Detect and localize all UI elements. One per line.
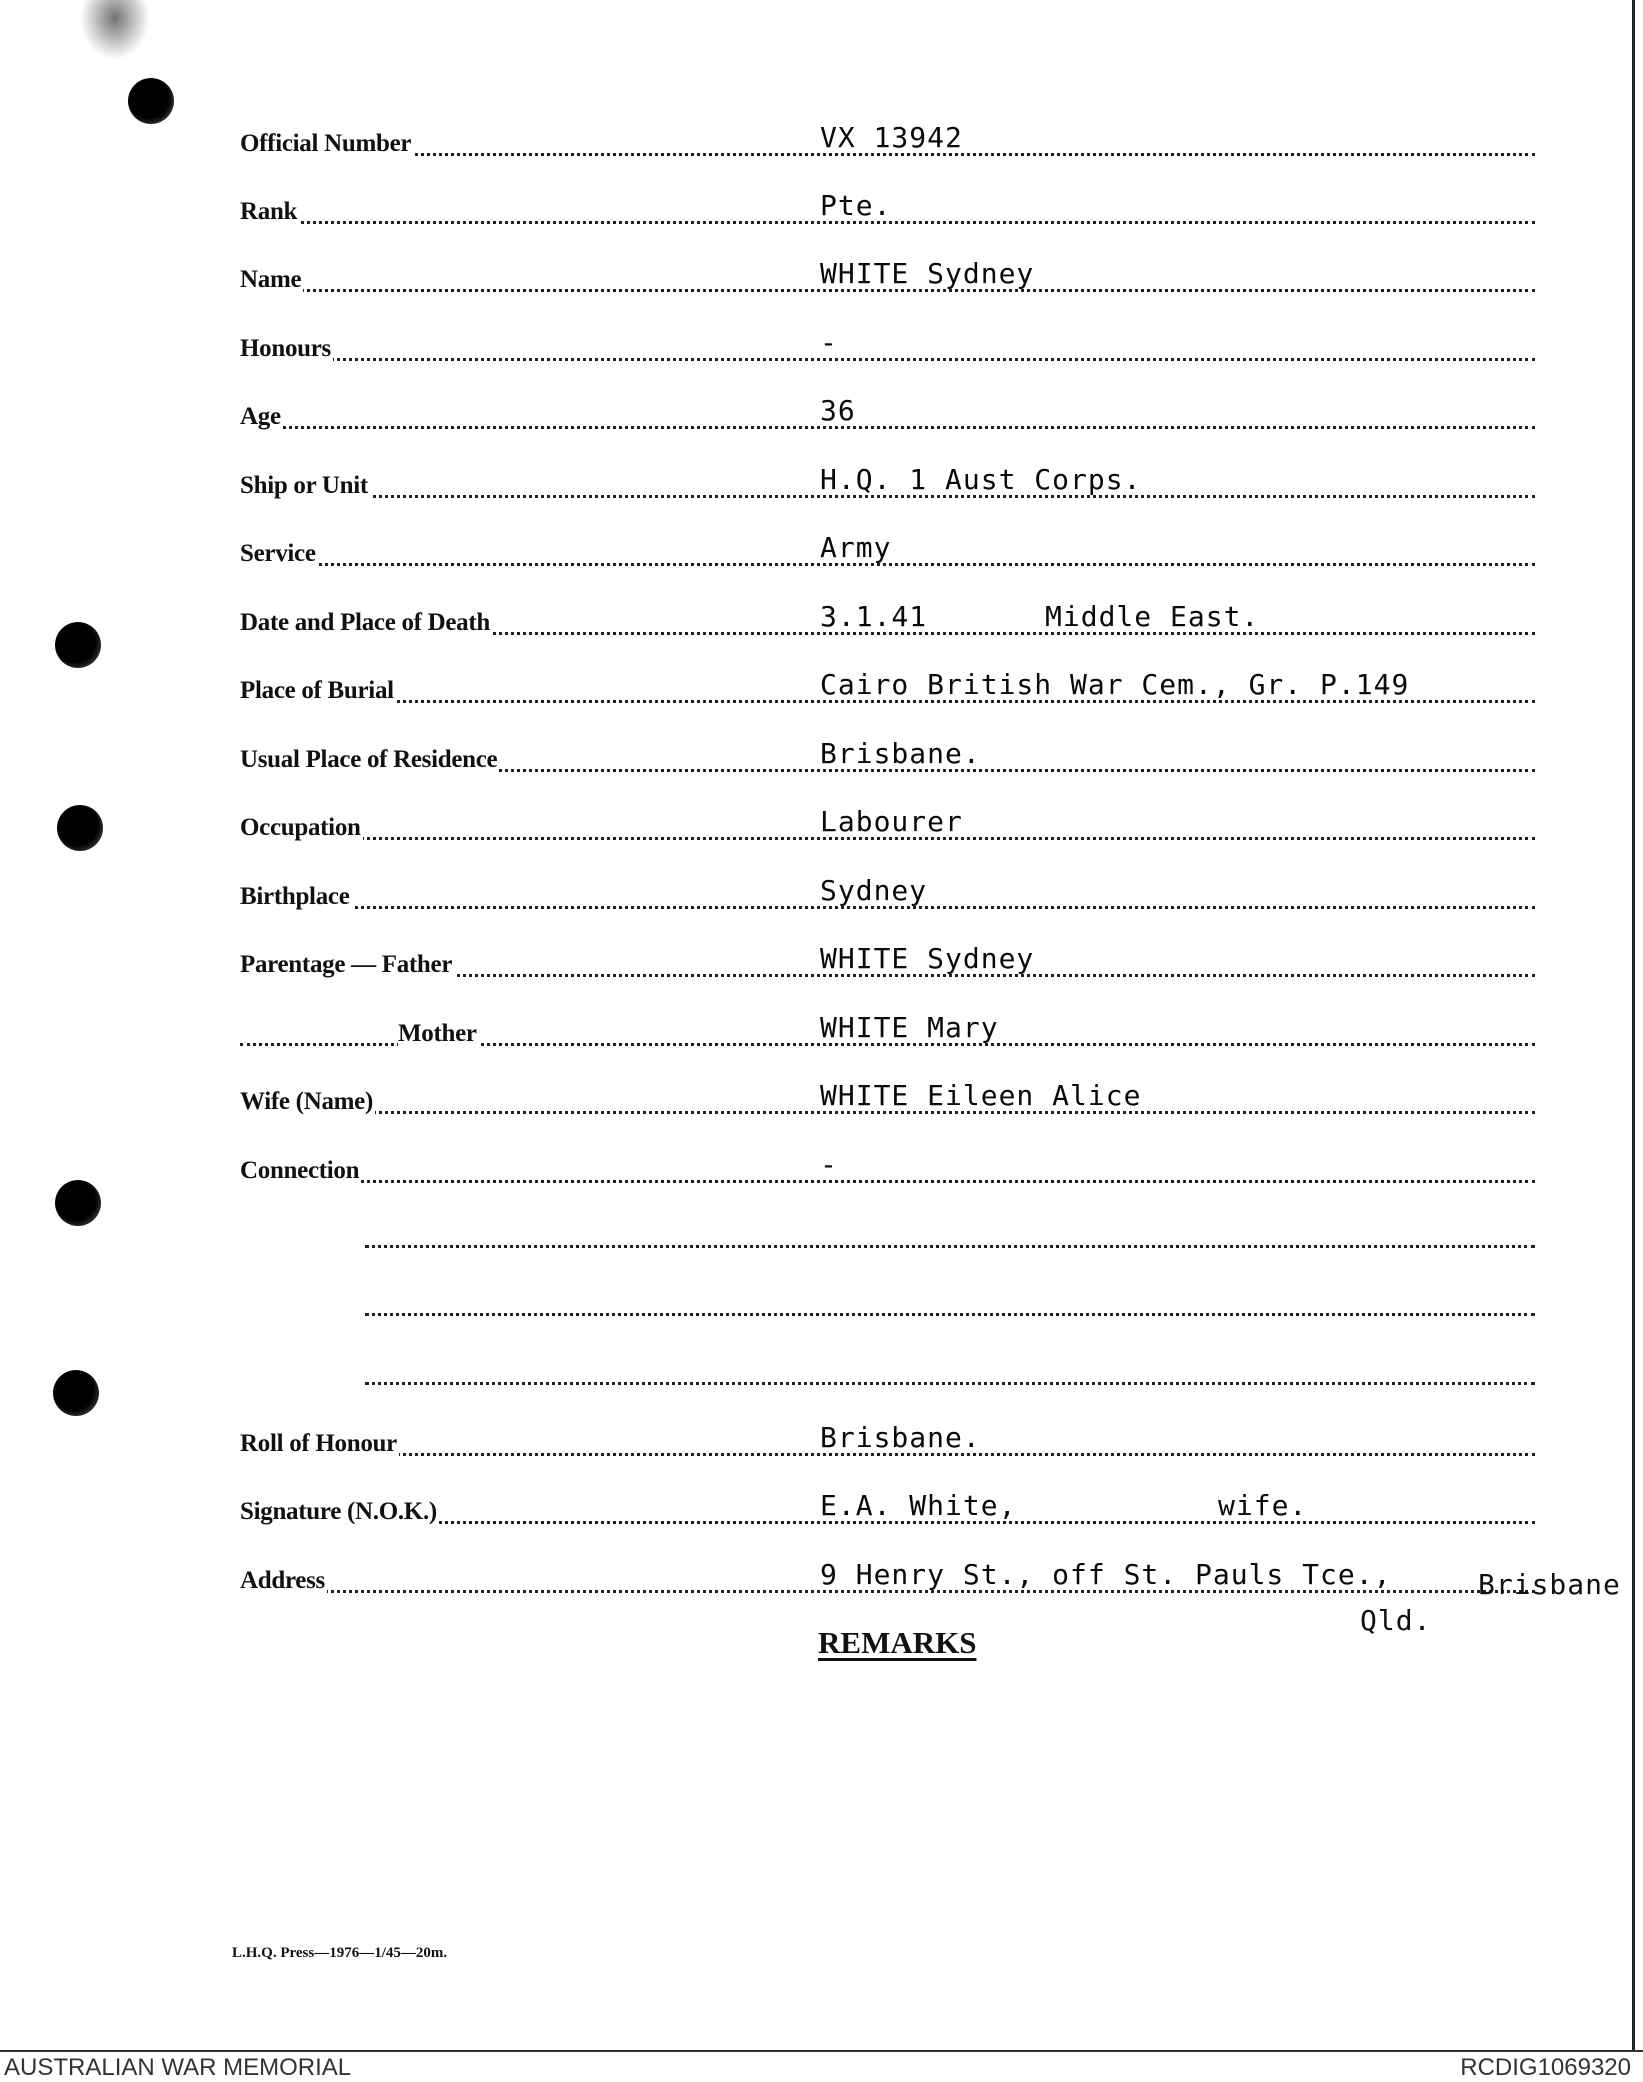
field-value: 36 <box>820 394 856 427</box>
field-label: Age <box>240 403 281 430</box>
footer-archive-name: AUSTRALIAN WAR MEMORIAL <box>4 2054 352 2081</box>
field-ship-or-unit <box>240 460 1535 504</box>
field-age <box>240 391 1535 435</box>
field-label: Usual Place of Residence <box>240 746 498 773</box>
field-rank <box>240 186 1535 230</box>
field-label: Ship or Unit <box>240 472 368 499</box>
punch-hole-icon <box>57 805 103 851</box>
field-value: Labourer <box>820 805 963 838</box>
field-parentage-father <box>240 939 1535 983</box>
field-value: WHITE Eileen Alice <box>820 1079 1142 1112</box>
field-value: Pte. <box>820 189 892 222</box>
remarks-heading: REMARKS <box>818 1625 977 1660</box>
field-name <box>240 254 1535 298</box>
field-label: Signature (N.O.K.) <box>240 1498 437 1525</box>
punch-hole-icon <box>55 622 101 668</box>
address-line-2: Qld. <box>1360 1604 1432 1637</box>
field-value: 9 Henry St., off St. Pauls Tce., <box>820 1558 1392 1591</box>
field-value: VX 13942 <box>820 121 963 154</box>
field-label: Birthplace <box>240 883 350 910</box>
field-value: 3.1.41 <box>820 600 928 633</box>
field-value: E.A. White, <box>820 1489 1017 1522</box>
field-value: H.Q. 1 Aust Corps. <box>820 463 1142 496</box>
field-label: Honours <box>240 335 331 362</box>
field-value: Sydney <box>820 874 928 907</box>
field-value: - <box>820 1148 838 1181</box>
field-label: Place of Burial <box>240 677 394 704</box>
blank-line <box>365 1245 1535 1248</box>
field-label: Connection <box>240 1157 360 1184</box>
blank-line <box>365 1382 1535 1385</box>
field-label: Name <box>240 266 302 293</box>
field-value-relation: wife. <box>1218 1489 1308 1522</box>
field-value: WHITE Mary <box>820 1011 999 1044</box>
punch-hole-icon <box>128 78 174 124</box>
field-value: - <box>820 326 838 359</box>
field-value: Army <box>820 531 892 564</box>
field-value: Brisbane. <box>820 1421 981 1454</box>
field-parentage-mother <box>240 1008 1535 1052</box>
field-label: Date and Place of Death <box>240 609 490 636</box>
field-label: Wife (Name) <box>240 1088 373 1115</box>
field-place-of-burial <box>240 665 1535 709</box>
blank-line <box>365 1313 1535 1316</box>
field-label: Rank <box>240 198 298 225</box>
field-value: Cairo British War Cem., Gr. P.149 <box>820 668 1410 701</box>
page-bottom-edge <box>0 2050 1643 2052</box>
field-birthplace <box>240 871 1535 915</box>
field-wife-name <box>240 1076 1535 1120</box>
field-honours <box>240 323 1535 367</box>
field-label: Occupation <box>240 814 361 841</box>
field-label: Mother <box>398 1020 477 1047</box>
field-roll-of-honour <box>240 1418 1535 1462</box>
field-label: Address <box>240 1567 325 1594</box>
field-connection <box>240 1145 1535 1189</box>
address-city: Brisbane <box>1478 1568 1621 1601</box>
field-signature-nok <box>240 1486 1535 1530</box>
field-value: WHITE Sydney <box>820 942 1035 975</box>
field-label: Parentage — Father <box>240 951 453 978</box>
footer-record-id: RCDIG1069320 <box>1460 2054 1631 2081</box>
field-service <box>240 528 1535 572</box>
page-edge <box>1632 0 1635 2050</box>
printer-imprint: L.H.Q. Press—1976—1/45—20m. <box>232 1945 448 1961</box>
field-address <box>240 1555 1535 1599</box>
field-value: Brisbane. <box>820 737 981 770</box>
field-date-place-of-death <box>240 597 1535 641</box>
field-official-number <box>240 118 1535 162</box>
punch-hole-icon <box>53 1370 99 1416</box>
field-label: Roll of Honour <box>240 1430 397 1457</box>
field-value-place: Middle East. <box>1045 600 1260 633</box>
field-value: WHITE Sydney <box>820 257 1035 290</box>
field-label: Official Number <box>240 130 412 157</box>
scan-smudge <box>80 0 150 60</box>
field-label: Service <box>240 540 316 567</box>
field-occupation <box>240 802 1535 846</box>
punch-hole-icon <box>55 1180 101 1226</box>
field-usual-residence <box>240 734 1535 778</box>
